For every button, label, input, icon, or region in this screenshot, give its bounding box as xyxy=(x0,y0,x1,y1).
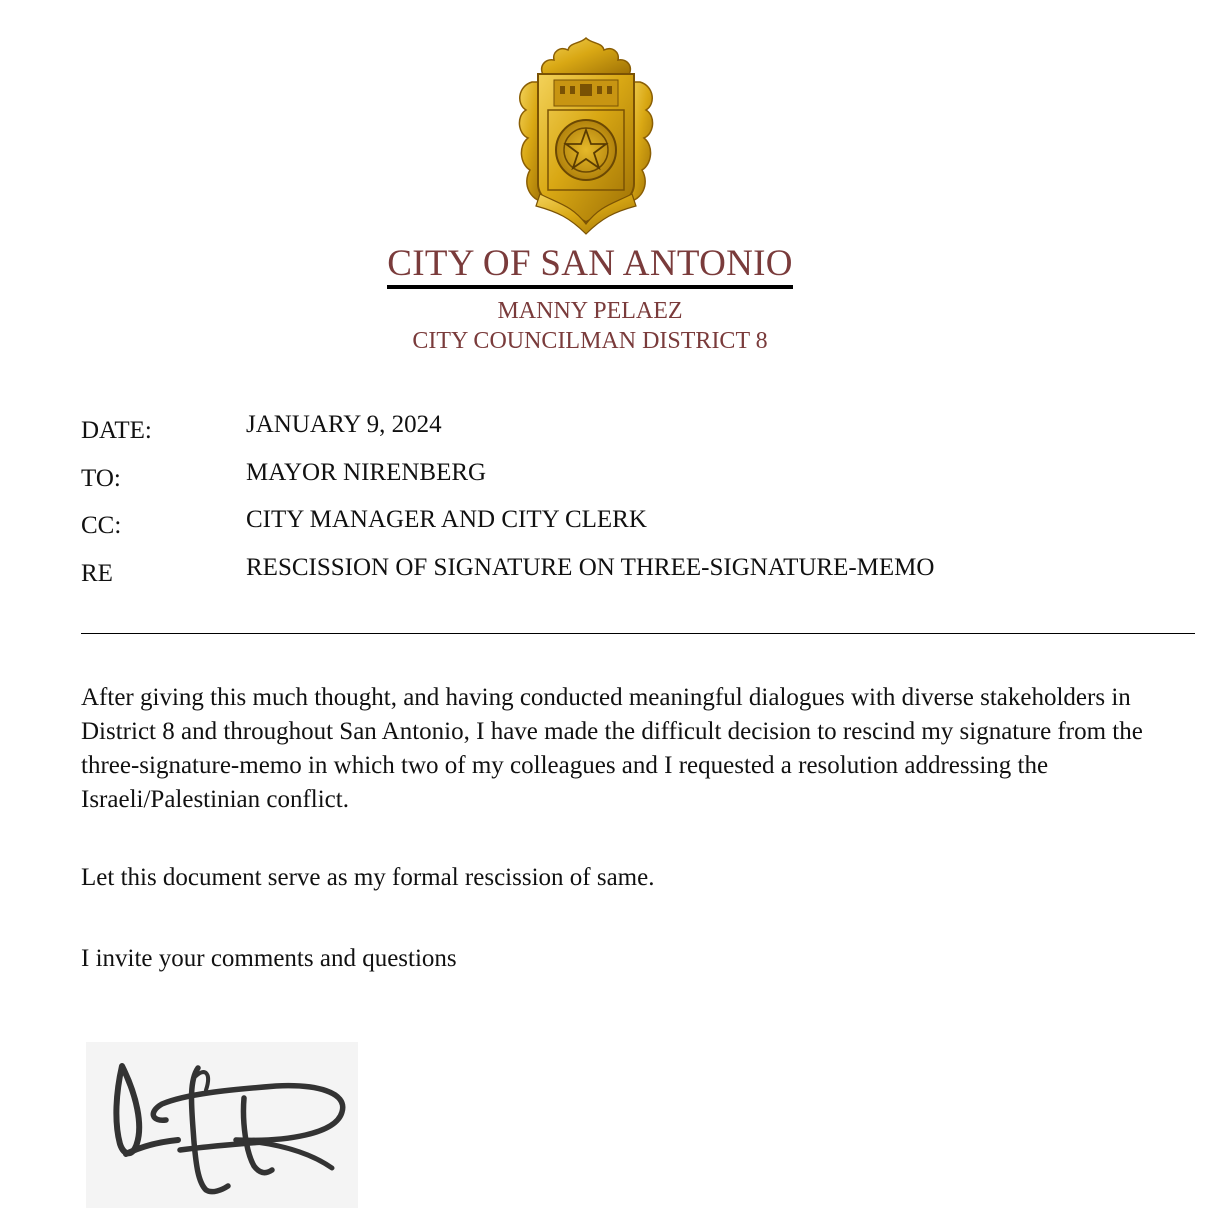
body-paragraph: Let this document serve as my formal rescission of same. xyxy=(81,864,655,891)
memo-label: CC: xyxy=(81,512,122,539)
memo-value: CITY MANAGER AND CITY CLERK xyxy=(246,506,647,533)
city-name-heading xyxy=(0,240,1180,289)
memo-label: RE xyxy=(81,559,113,587)
memo-value: RESCISSION OF SIGNATURE ON THREE-SIGNATURE-MEMO xyxy=(246,553,935,581)
official-title: CITY COUNCILMAN DISTRICT 8 xyxy=(412,328,768,354)
city-seal-icon xyxy=(510,34,662,236)
header-divider xyxy=(81,633,1195,634)
memo-value: MAYOR NIRENBERG xyxy=(246,458,487,486)
memo-field-date xyxy=(81,410,1181,458)
body-paragraph: I invite your comments and questions xyxy=(81,945,457,972)
memo-header xyxy=(81,410,1181,600)
body-paragraph: After giving this much thought, and having conducted meaningful dialogues with diverse stakeholders in District 8 and throughout San Antonio, I have made the difficult decision to rescind my signature from the three-signature-memo in which two of my colleagues and I requested a resolution addressing the Israeli/Palestinian conflict. xyxy=(81,684,1143,813)
city-name-text: CITY OF SAN ANTONIO xyxy=(387,243,793,289)
memo-field-re xyxy=(81,553,1181,601)
signature-icon xyxy=(86,1042,358,1208)
official-name: MANNY PELAEZ xyxy=(497,298,683,324)
memo-label: DATE: xyxy=(81,417,152,444)
memo-value: JANUARY 9, 2024 xyxy=(246,411,442,438)
memo-field-to xyxy=(81,458,1181,506)
memo-label: TO: xyxy=(81,464,121,492)
memo-field-cc xyxy=(81,505,1181,553)
